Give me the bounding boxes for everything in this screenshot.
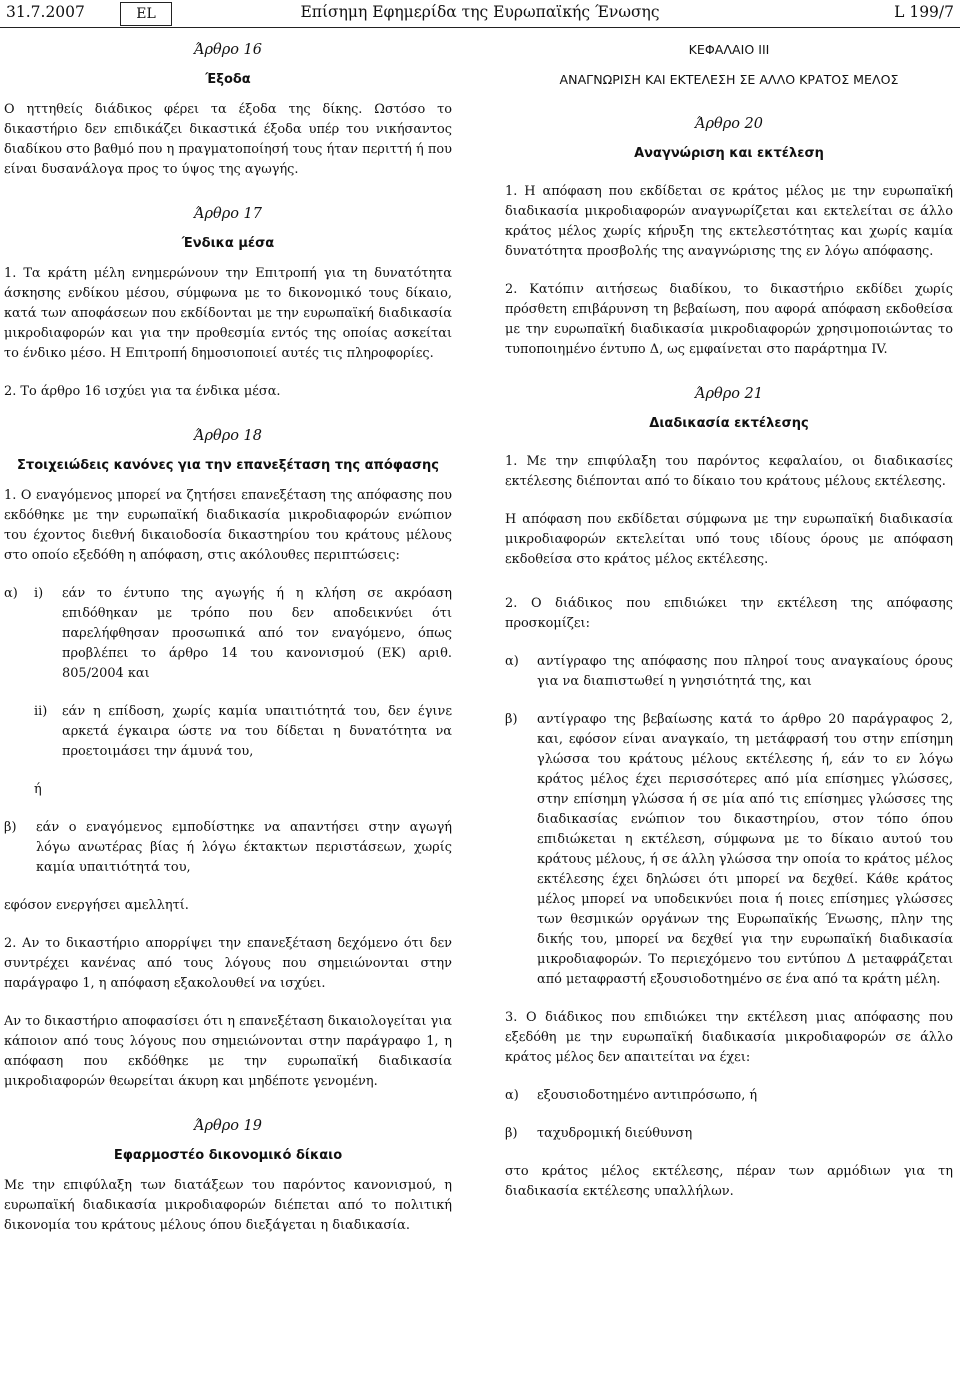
article-17-para-2: 2. Το άρθρο 16 ισχύει για τα ένδικα μέσα. <box>4 384 281 399</box>
list-item-a-i <box>4 584 452 684</box>
article-16-number: Άρθρο 16 <box>193 42 263 58</box>
article-21-para-3: 3. Ο διάδικος που επιδιώκει την εκτέλεση μιας απόφασης που εξεδόθη με την ευρωπαϊκή διαδικασία μικροδιαφορών σε άλλο κράτος μέλος δεν απαιτείται να έχει: <box>505 1010 953 1065</box>
page-number: L 199/7 <box>894 3 954 21</box>
article-18-number: Άρθρο 18 <box>193 428 263 444</box>
article-19-number: Άρθρο 19 <box>193 1118 263 1134</box>
article-20-title: Αναγνώριση και εκτέλεση <box>634 146 824 161</box>
article-18-para-1: 1. Ο εναγόμενος μπορεί να ζητήσει επανεξέταση της απόφασης που εκδόθηκε με την ευρωπαϊκή διαδικασία μικροδιαφορών ενώπιον του έχοντος διεθνή δικαιοδοσία δικαστηρίου του κράτους μέλους στο οποίο εξεδόθη η απόφαση, στις ακόλουθες περιπτώσεις: <box>4 488 452 563</box>
article-21-para-2: 2. Ο διάδικος που επιδιώκει την εκτέλεση της απόφασης προσκομίζει: <box>505 596 953 631</box>
article-17-para-1: 1. Τα κράτη μέλη ενημερώνουν την Επιτροπή για τη δυνατότητα άσκησης ενδίκου μέσου, σύμφωνα με το δικονομικό τους δίκαιο, κατά των αποφάσεων που εκδίδονται με την ευρωπαϊκή διαδικασία μικροδιαφορών και για την προθεσμία εντός της οποίας ασκείται το ένδικο μέσο. Η Επιτροπή δημοσιοποιεί αυτές τις πληροφορίες. <box>4 266 452 361</box>
article-18-para-2: 2. Αν το δικαστήριο απορρίψει την επανεξέταση δεχόμενο ότι δεν συντρέχει κανένας από τους λόγους που σημειώνονται στην παράγραφο 1, η απόφαση εξακολουθεί να ισχύει. <box>4 936 452 991</box>
right-column <box>505 40 953 1202</box>
chapter-number: ΚΕΦΑΛΑΙΟ III <box>688 42 770 57</box>
right-list-item-b2 <box>505 1124 953 1144</box>
article-18-para-3: Αν το δικαστήριο αποφασίσει ότι η επανεξέταση δικαιολογείται για κάποιον από τους λόγους που σημειώνονται στην παράγραφο 1, η απόφαση που εκδόθηκε με την ευρωπαϊκή διαδικασία μικροδιαφορών θεωρείται άκυρη και μηδέποτε γενομένη. <box>4 1014 452 1089</box>
right-item-text-b2: ταχυδρομική διεύθυνση <box>537 1126 693 1141</box>
article-19-text: Με την επιφύλαξη των διατάξεων του παρόντος κανονισμού, η ευρωπαϊκή διαδικασία μικροδιαφορών διέπεται από το πολιτική δικονομία του κράτους μέλους όπου διεξάγεται η διαδικασία. <box>4 1178 452 1233</box>
article-21-number: Άρθρο 21 <box>694 386 764 402</box>
item-label-a: α) <box>4 586 18 601</box>
right-item-text-a: αντίγραφο της απόφασης που πληροί τους αναγκαίους όρους για να διαπιστωθεί η γνησιότητά της, και <box>537 654 953 689</box>
right-item-label-a: α) <box>505 654 519 669</box>
article-17-number: Άρθρο 17 <box>193 206 263 222</box>
article-21-para-1: 1. Με την επιφύλαξη του παρόντος κεφαλαίου, οι διαδικασίες εκτέλεσης διέπονται από το δίκαιο του κράτους μέλους εκτέλεσης. <box>505 454 953 489</box>
item-label-b: β) <box>4 820 17 835</box>
article-20-para-2: 2. Κατόπιν αιτήσεως διαδίκου, το δικαστήριο εκδίδει χωρίς πρόσθετη επιβάρυνση τη βεβαίωση, που αφορά απόφαση εκδοθείσα με την ευρωπαϊκή διαδικασία μικροδιαφορών χρησιμοποιώντας το τυποποιημένο έντυπο Δ, ως εμφαίνεται στο παράρτημα IV. <box>505 282 953 357</box>
article-17-title: Ένδικα μέσα <box>181 236 275 251</box>
right-item-label-b: β) <box>505 712 518 727</box>
item-text-a-ii: εάν η επίδοση, χωρίς καμία υπαιτιότητά του, δεν έγινε αρκετά έγκαιρα ώστε να του δίδεται η δυνατότητα να προετοιμάσει την άμυνά του, <box>62 704 452 759</box>
right-list-item-a <box>505 652 953 692</box>
item-label-i: i) <box>34 586 44 601</box>
article-21-para-1b: Η απόφαση που εκδίδεται σύμφωνα με την ευρωπαϊκή διαδικασία μικροδιαφορών εκτελείται υπό τους ιδίους όρους με απόφαση εκδοθείσα στο κράτος μέλος εκτέλεσης. <box>505 512 953 567</box>
article-20-para-1: 1. Η απόφαση που εκδίδεται σε κράτος μέλος με την ευρωπαϊκή διαδικασία μικροδιαφορών αναγνωρίζεται και εκτελείται σε άλλο κράτος μέλος χωρίς κήρυξη της εκτελεστότητας και χωρίς καμία δυνατότητα προσβολής της αναγνώρισης της εν λόγω απόφασης. <box>505 184 953 259</box>
article-16-title: Έξοδα <box>205 72 251 87</box>
header-date: 31.7.2007 <box>6 3 85 21</box>
right-item-label-b2: β) <box>505 1126 518 1141</box>
article-16-text: Ο ηττηθείς διάδικος φέρει τα έξοδα της δίκης. Ωστόσο το δικαστήριο δεν επιδικάζει δικαστικά έξοδα υπέρ του νικήσαντος διαδίκου στο βαθμό που η πραγματοποίησή τους ήταν περιττή ή που είναι δυσανάλογα προς το ύψος της αγωγής. <box>4 102 452 177</box>
journal-header <box>0 0 960 30</box>
article-21-title: Διαδικασία εκτέλεσης <box>649 416 809 431</box>
list-item-or <box>4 780 452 800</box>
item-label-or: ή <box>34 782 42 797</box>
list-item-a-ii <box>4 702 452 762</box>
right-list-item-a2 <box>505 1086 953 1106</box>
list-item-b <box>4 818 452 878</box>
article-19-title: Εφαρμοστέο δικονομικό δίκαιο <box>113 1148 343 1163</box>
article-18-title: Στοιχειώδεις κανόνες για την επανεξέταση της απόφασης <box>17 458 439 473</box>
header-rule <box>0 27 960 28</box>
article-20-number: Άρθρο 20 <box>694 116 764 132</box>
provided-clause: εφόσον ενεργήσει αμελλητί. <box>4 898 189 913</box>
journal-title: Επίσημη Εφημερίδα της Ευρωπαϊκής Ένωσης <box>300 3 660 21</box>
article-21-closing: στο κράτος μέλος εκτέλεσης, πέραν των αρμόδιων για τη διαδικασία εκτέλεσης υπαλλήλων. <box>505 1164 953 1199</box>
right-item-label-a2: α) <box>505 1088 519 1103</box>
chapter-title: ΑΝΑΓΝΩΡΙΣΗ ΚΑΙ ΕΚΤΕΛΕΣΗ ΣΕ ΑΛΛΟ ΚΡΑΤΟΣ ΜΕΛΟΣ <box>559 72 899 87</box>
right-item-text-b: αντίγραφο της βεβαίωσης κατά το άρθρο 20 παράγραφος 2, και, εφόσον είναι αναγκαίο, τη μετάφρασή του στην επίσημη γλώσσα του κράτους μέλους εκτέλεσης ή, εάν το εν λόγω κράτος μέλος έχει περισσότερες από μία επίσημες γλώσσες, στην επίσημη γλώσσα ή σε μία από τις επίσημες γλώσσες της διαδικασίας ενώπιον του δικαστηρίου, στον τόπο όπου επιδιώκεται η εκτέλεση, σύμφωνα με το δίκαιο αυτού του κράτους μέλους, ή σε άλλη γλώσσα την οποία το κράτος μέλος εκτέλεσης έχει δηλώσει ότι μπορεί να δεχθεί. Κάθε κράτος μέλος μπορεί να υποδεικνύει ποια ή ποιες επίσημες γλώσσες των θεσμικών οργάνων της Ευρωπαϊκής Ένωσης, πλην της δικής του, μπορεί να δεχθεί για την ευρωπαϊκή διαδικασία μικροδιαφορών. Το περιεχόμενο του εντύπου Δ μεταφράζεται από μεταφραστή εξουσιοδοτημένο σε ένα από τα κράτη μέλη. <box>537 712 953 987</box>
item-label-ii: ii) <box>34 704 48 719</box>
right-list-item-b <box>505 710 953 990</box>
language-box: EL <box>120 2 172 26</box>
item-text-b: εάν ο εναγόμενος εμποδίστηκε να απαντήσει στην αγωγή λόγω ανωτέρας βίας ή λόγω έκτακτων περιστάσεων, χωρίς καμία υπαιτιότητά του, <box>36 820 452 875</box>
left-column <box>4 40 452 1236</box>
item-text-a-i: εάν το έντυπο της αγωγής ή η κλήση σε ακρόαση επιδόθηκαν με τρόπο που δεν αποδεικνύει ότι παρελήφθησαν προσωπικά από τον εναγόμενο, όπως προβλέπει το άρθρο 14 του κανονισμού (ΕΚ) αριθ. 805/2004 και <box>62 586 452 681</box>
right-item-text-a2: εξουσιοδοτημένο αντιπρόσωπο, ή <box>537 1088 758 1103</box>
